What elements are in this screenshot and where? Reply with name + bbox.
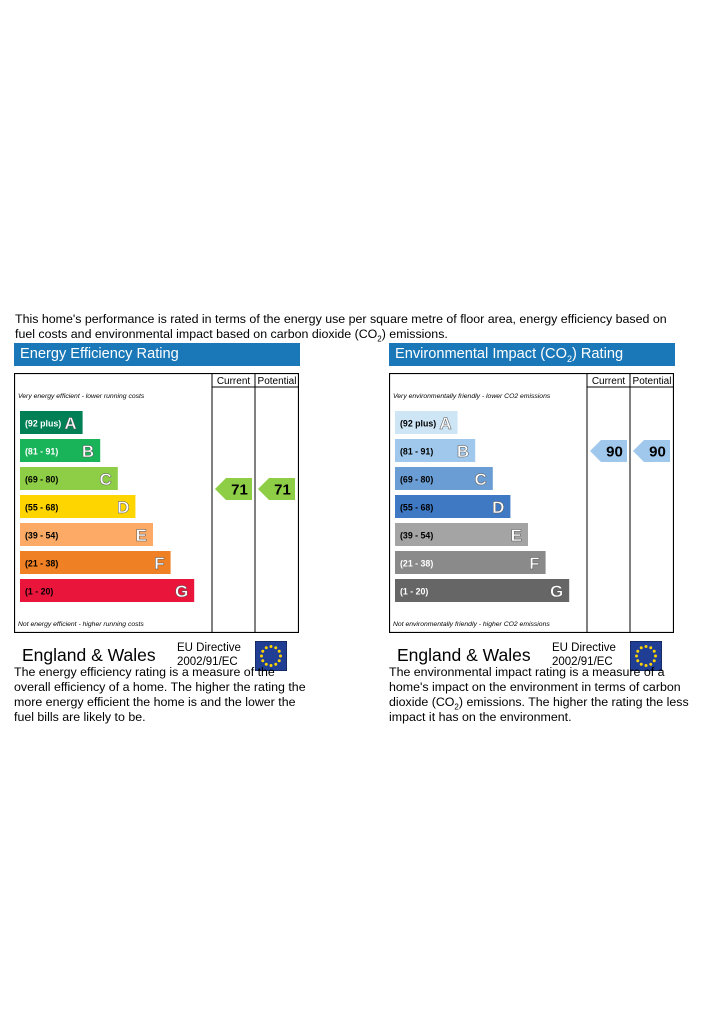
flag-star (274, 646, 277, 649)
rating-range-d: (55 - 68) (400, 502, 434, 513)
rating-letter-g: G (549, 582, 564, 601)
flag-star (635, 655, 638, 658)
current-rating: 90 (606, 443, 623, 461)
flag-star (645, 645, 648, 648)
flag-star (636, 650, 639, 653)
rating-range-g: (1 - 20) (400, 586, 429, 597)
environmental-impact-description: The environmental impact rating is a measure of a home's impact on the environment in terms of carbon dioxide $(CO_2)$ emissions. The higher the rating the less impact it has on the environment. (389, 665, 689, 724)
rating-range-a: (92 plus) (400, 418, 437, 429)
rating-range-c: (69 - 80) (400, 474, 434, 485)
rating-range-a: (92 plus) (25, 418, 62, 429)
region-label: England & Wales (397, 645, 531, 665)
flag-star (278, 650, 281, 653)
potential-rating: 90 (649, 443, 666, 461)
eu-directive: EU Directive 2002/91/EC (177, 642, 241, 668)
rating-letter-g: G (174, 582, 189, 601)
current-header: Current (591, 376, 626, 387)
flag-star (654, 655, 657, 658)
rating-letter-f: F (154, 554, 165, 573)
rating-range-e: (39 - 54) (25, 530, 59, 541)
bottom-note: Not energy efficient - higher running costs (18, 621, 144, 628)
top-note: Very environmentally friendly - lower CO2 emissions (393, 393, 551, 400)
rating-range-c: (69 - 80) (25, 474, 59, 485)
eu-directive: EU Directive 2002/91/EC (552, 642, 616, 668)
environmental-impact-panel (389, 343, 689, 724)
flag-star (270, 645, 273, 648)
flag-star (653, 659, 656, 662)
flag-star (278, 659, 281, 662)
rating-range-f: (21 - 38) (25, 558, 59, 569)
energy-efficiency-title: Energy Efficiency Rating (14, 343, 300, 366)
current-rating: 71 (231, 481, 248, 499)
rating-letter-d: D (492, 498, 505, 517)
bottom-note: Not environmentally friendly - higher CO2 emissions (393, 621, 550, 628)
energy-efficiency-description: The energy efficiency rating is a measure of the overall efficiency of a home. The higher the rating the more energy efficient the home is and the lower the fuel bills are likely to be. (14, 665, 306, 724)
intro-text: This home's performance is rated in terms of the energy use per square metre of floor area, energy efficiency based on fuel costs and environmental impact based on carbon dioxide $(CO_2)$ emissions. (15, 312, 667, 344)
rating-range-g: (1 - 20) (25, 586, 54, 597)
rating-range-f: (21 - 38) (400, 558, 434, 569)
current-header: Current (216, 376, 251, 387)
flag-star (279, 655, 282, 658)
energy-efficiency-panel (14, 343, 306, 724)
environmental-impact-title: Environmental Impact $(CO_2)$ Rating (389, 343, 675, 366)
rating-letter-f: F (529, 554, 540, 573)
rating-range-e: (39 - 54) (400, 530, 434, 541)
potential-header: Potential (632, 376, 672, 387)
rating-range-b: (81 - 91) (25, 446, 59, 457)
flag-star (261, 659, 264, 662)
rating-letter-c: C (99, 470, 112, 489)
rating-letter-c: C (474, 470, 487, 489)
flag-star (260, 655, 263, 658)
potential-header: Potential (257, 376, 297, 387)
top-note: Very energy efficient - lower running costs (18, 393, 145, 400)
flag-star (261, 650, 264, 653)
flag-star (653, 650, 656, 653)
rating-letter-d: D (117, 498, 130, 517)
rating-letter-e: E (510, 526, 522, 545)
rating-letter-b: B (456, 442, 470, 461)
flag-star (265, 646, 268, 649)
energy-efficiency-chart (14, 373, 299, 633)
rating-letter-e: E (135, 526, 147, 545)
rating-letter-a: A (64, 414, 77, 433)
rating-range-b: (81 - 91) (400, 446, 434, 457)
flag-star (636, 659, 639, 662)
region-label: England & Wales (22, 645, 156, 665)
flag-star (649, 646, 652, 649)
environmental-impact-chart (389, 373, 674, 633)
flag-star (640, 646, 643, 649)
rating-letter-b: B (81, 442, 95, 461)
potential-rating: 71 (274, 481, 291, 499)
rating-letter-a: A (439, 414, 452, 433)
rating-range-d: (55 - 68) (25, 502, 59, 513)
